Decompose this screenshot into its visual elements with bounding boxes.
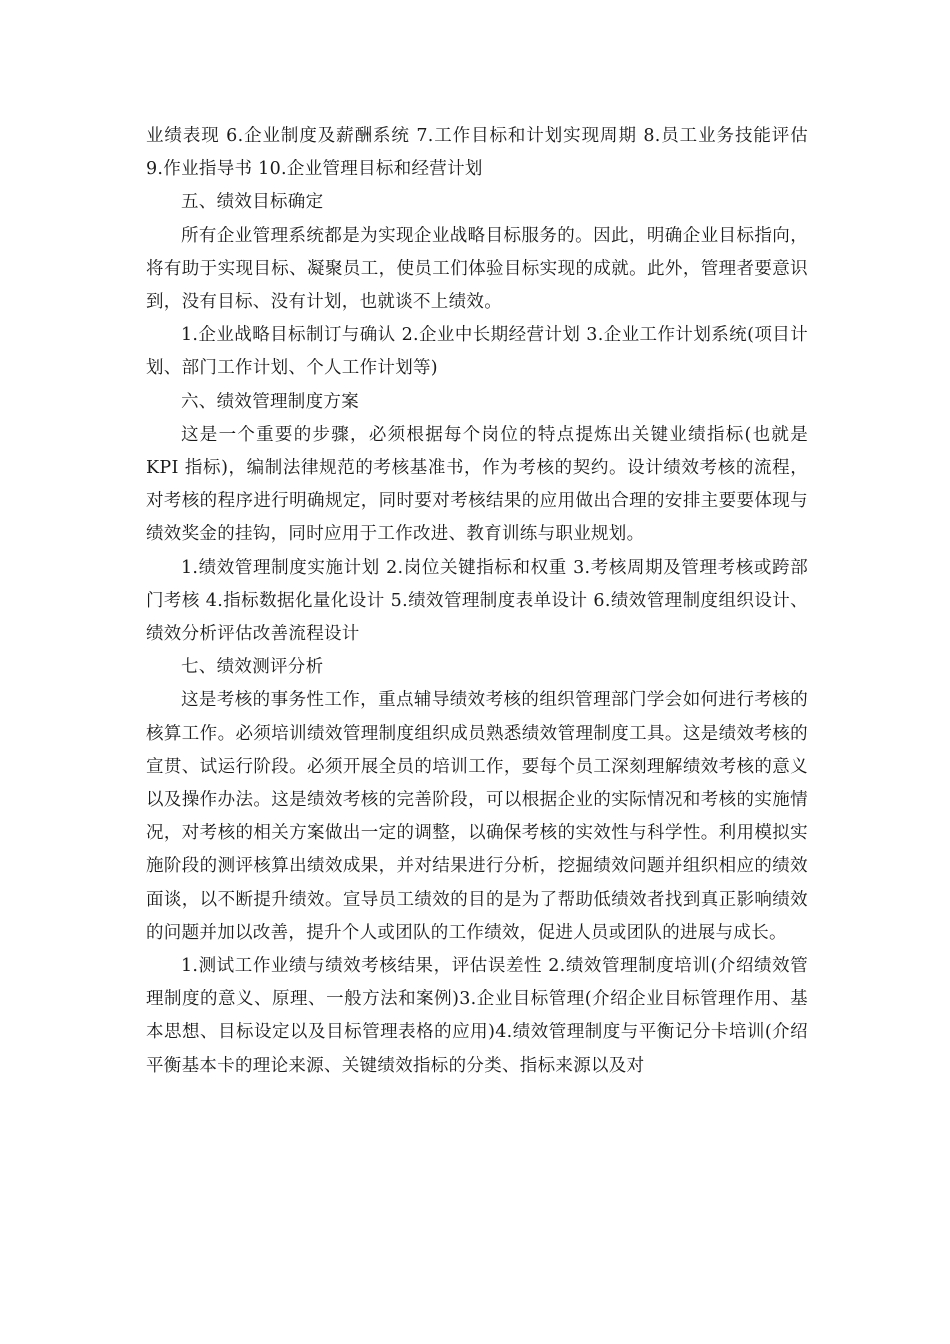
paragraph-list: 1.测试工作业绩与绩效考核结果，评估误差性 2.绩效管理制度培训(介绍绩效管理制度的意义、原理、一般方法和案例)3.企业目标管理(介绍企业目标管理作用、基本思想、目标设定以及目标管理表格的应用)4.绩效管理制度与平衡记分卡培训(介绍平衡基本卡的理论来源、关键绩效指标的分类、指标来源以及对: [146, 956, 808, 1076]
paragraph-list: 1.企业战略目标制订与确认 2.企业中长期经营计划 3.企业工作计划系统(项目计划、部门工作计划、个人工作计划等): [146, 325, 808, 379]
paragraph: 这是一个重要的步骤，必须根据每个岗位的特点提炼出关键业绩指标(也就是 KPI 指标)，编制法律规范的考核基准书，作为考核的契约。设计绩效考核的流程，对考核的程序进行明确规定，同时要对考核结果的应用做出合理的安排主要要体现与绩效奖金的挂钩，同时应用于工作改进、教育训练与职业规划。: [146, 424, 808, 545]
paragraph-list: 1.绩效管理制度实施计划 2.岗位关键指标和权重 3.考核周期及管理考核或跨部门考核 4.指标数据化量化设计 5.绩效管理制度表单设计 6.绩效管理制度组织设计、绩效分析评估改善流程设计: [146, 557, 808, 645]
section-heading-7: 七、绩效测评分析: [181, 657, 324, 678]
paragraph-continuation: 业绩表现 6.企业制度及薪酬系统 7.工作目标和计划实现周期 8.员工业务技能评估 9.作业指导书 10.企业管理目标和经营计划: [146, 126, 808, 180]
section-heading-5: 五、绩效目标确定: [181, 192, 324, 213]
document-body: [146, 120, 808, 1083]
paragraph: 这是考核的事务性工作，重点辅导绩效考核的组织管理部门学会如何进行考核的核算工作。必须培训绩效管理制度组织成员熟悉绩效管理制度工具。这是绩效考核的宣贯、试运行阶段。必须开展全员的培训工作，要每个员工深刻理解绩效考核的意义以及操作办法。这是绩效考核的完善阶段，可以根据企业的实际情况和考核的实施情况，对考核的相关方案做出一定的调整，以确保考核的实效性与科学性。利用模拟实施阶段的测评核算出绩效成果，并对结果进行分析，挖掘绩效问题并组织相应的绩效面谈，以不断提升绩效。宣导员工绩效的目的是为了帮助低绩效者找到真正影响绩效的问题并加以改善，提升个人或团队的工作绩效，促进人员或团队的进展与成长。: [146, 690, 808, 943]
paragraph: 所有企业管理系统都是为实现企业战略目标服务的。因此，明确企业目标指向，将有助于实现目标、凝聚员工，使员工们体验目标实现的成就。此外，管理者要意识到，没有目标、没有计划，也就谈不上绩效。: [146, 225, 808, 313]
section-heading-6: 六、绩效管理制度方案: [181, 391, 359, 412]
